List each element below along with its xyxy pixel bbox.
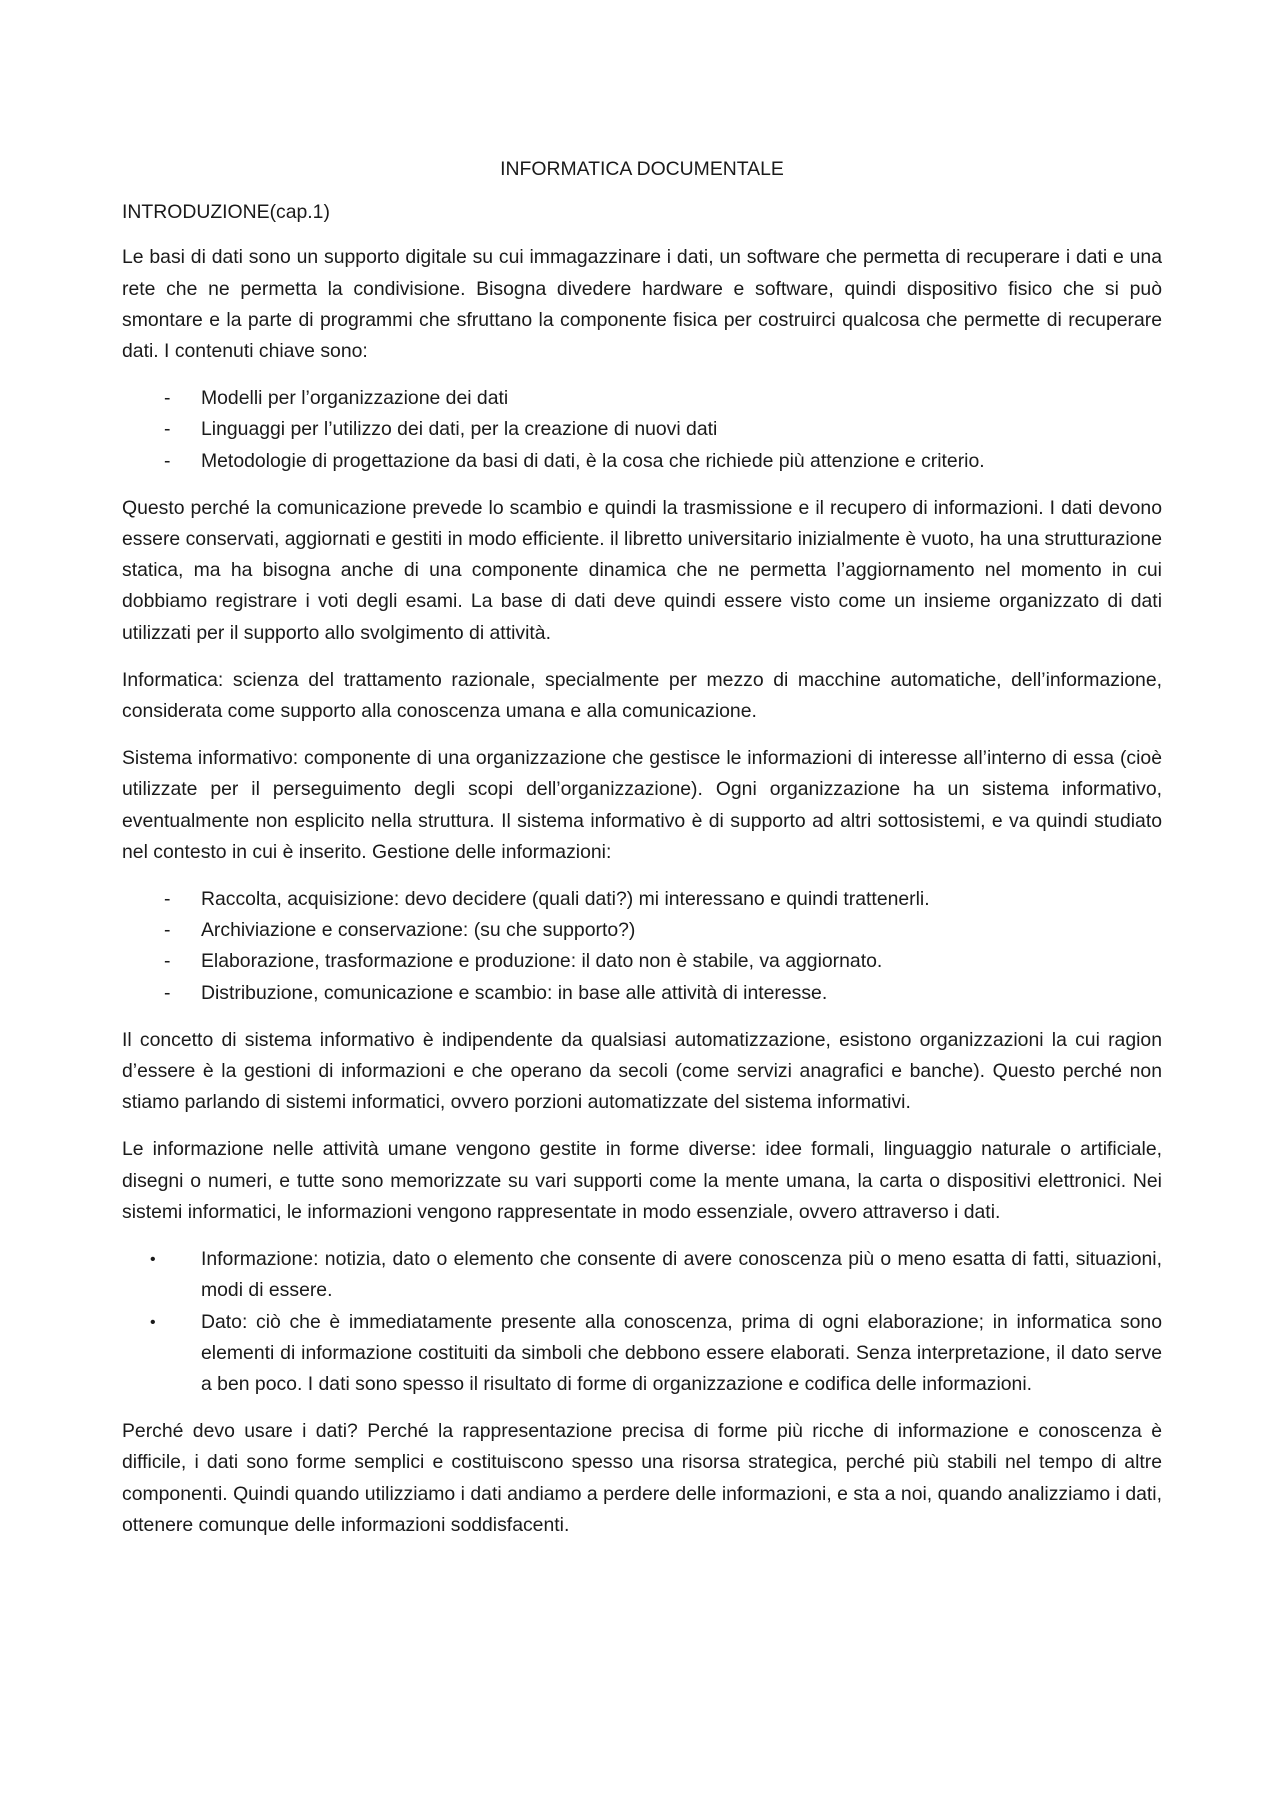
list-item <box>122 915 1162 946</box>
list-item <box>122 446 1162 477</box>
list-item-text: Distribuzione, comunicazione e scambio: in base alle attività di interesse. <box>201 981 828 1004</box>
list-item-text: Elaborazione, trasformazione e produzione: il dato non è stabile, va aggiornato. <box>201 950 883 973</box>
bullet-marker: • <box>150 1313 156 1331</box>
section-heading: INTRODUZIONE(cap.1) <box>122 201 330 224</box>
dash-marker: - <box>164 888 171 911</box>
list-item <box>122 414 1162 445</box>
bullet-marker: • <box>150 1251 156 1269</box>
dash-list-management <box>122 884 1162 1009</box>
dash-list-contents <box>122 383 1162 477</box>
dash-marker: - <box>164 418 171 441</box>
paragraph-7: Perché devo usare i dati? Perché la rappresentazione precisa di forme più ricche di informazione e conoscenza è difficile, i dati sono forme semplici e costituiscono spesso una risorsa strategica, perché più stabili nel tempo di altre componenti. Quindi quando utilizziamo i dati andiamo a perdere delle informazioni, e sta a noi, quando analizziamo i dati, ottenere comunque delle informazioni soddisfacenti. <box>122 1420 1162 1536</box>
list-item <box>122 383 1162 414</box>
list-item-text: Metodologie di progettazione da basi di dati, è la cosa che richiede più attenzione e criterio. <box>201 449 985 472</box>
list-item <box>122 946 1162 977</box>
paragraph-4: Sistema informativo: componente di una organizzazione che gestisce le informazioni di interesse all’interno di essa (cioè utilizzate per il perseguimento degli scopi dell’organizzazione). Ogni organizzazione ha un sistema informativo, eventualmente non esplicito nella struttura. Il sistema informativo è di supporto ad altri sottosistemi, e va quindi studiato nel contesto in cui è inserito. Gestione delle informazioni: <box>122 747 1162 863</box>
dash-marker: - <box>164 919 171 942</box>
list-item <box>122 1307 1162 1401</box>
list-item-text: Dato: ciò che è immediatamente presente alla conoscenza, prima di ogni elaborazione; in informatica sono elementi di informazione costituiti da simboli che debbono essere elaborati. Senza interpretazione, il dato serve a ben poco. I dati sono spesso il risultato di forme di organizzazione e codifica delle informazioni. <box>201 1310 1162 1395</box>
paragraph-6: Le informazione nelle attività umane vengono gestite in forme diverse: idee formali, linguaggio naturale o artificiale, disegni o numeri, e tutte sono memorizzate su vari supporti come la mente umana, la carta o dispositivi elettronici. Nei sistemi informatici, le informazioni vengono rappresentate in modo essenziale, ovvero attraverso i dati. <box>122 1138 1162 1223</box>
dash-marker: - <box>164 981 171 1004</box>
dash-marker: - <box>164 449 171 472</box>
list-item <box>122 1244 1162 1306</box>
list-item-text: Raccolta, acquisizione: devo decidere (quali dati?) mi interessano e quindi trattenerli. <box>201 888 930 911</box>
dash-marker: - <box>164 387 171 410</box>
bullet-list-definitions <box>122 1244 1162 1400</box>
list-item-text: Archiviazione e conservazione: (su che supporto?) <box>201 919 636 942</box>
paragraph-1: Le basi di dati sono un supporto digitale su cui immagazzinare i dati, un software che permetta di recuperare i dati e una rete che ne permetta la condivisione. Bisogna divedere hardware e software, quindi dispositivo fisico che si può smontare e la parte di programmi che sfruttano la componente fisica per costruirci qualcosa che permette di recuperare dati. I contenuti chiave sono: <box>122 246 1162 363</box>
paragraph-2: Questo perché la comunicazione prevede lo scambio e quindi la trasmissione e il recupero di informazioni. I dati devono essere conservati, aggiornati e gestiti in modo efficiente. il libretto universitario inizialmente è vuoto, ha una strutturazione statica, ma ha bisogna anche di una componente dinamica che ne permetta l’aggiornamento nel momento in cui dobbiamo registrare i voti degli esami. La base di dati deve quindi essere visto come un insieme organizzato di dati utilizzati per il supporto allo svolgimento di attività. <box>122 496 1162 644</box>
list-item-text: Modelli per l’organizzazione dei dati <box>201 387 509 410</box>
list-item-text: Linguaggi per l’utilizzo dei dati, per la creazione di nuovi dati <box>201 418 718 441</box>
dash-marker: - <box>164 950 171 973</box>
list-item-text: Informazione: notizia, dato o elemento che consente di avere conoscenza più o meno esatta di fatti, situazioni, modi di essere. <box>201 1248 1162 1302</box>
paragraph-3: Informatica: scienza del trattamento razionale, specialmente per mezzo di macchine automatiche, dell’informazione, considerata come supporto alla conoscenza umana e alla comunicazione. <box>122 668 1162 723</box>
list-item <box>122 884 1162 915</box>
list-item <box>122 978 1162 1009</box>
paragraph-5: Il concetto di sistema informativo è indipendente da qualsiasi automatizzazione, esistono organizzazioni la cui ragion d’essere è la gestioni di informazioni e che operano da secoli (come servizi anagrafici e banche). Questo perché non stiamo parlando di sistemi informatici, ovvero porzioni automatizzate del sistema informativi. <box>122 1028 1162 1114</box>
document-title: INFORMATICA DOCUMENTALE <box>500 158 784 180</box>
